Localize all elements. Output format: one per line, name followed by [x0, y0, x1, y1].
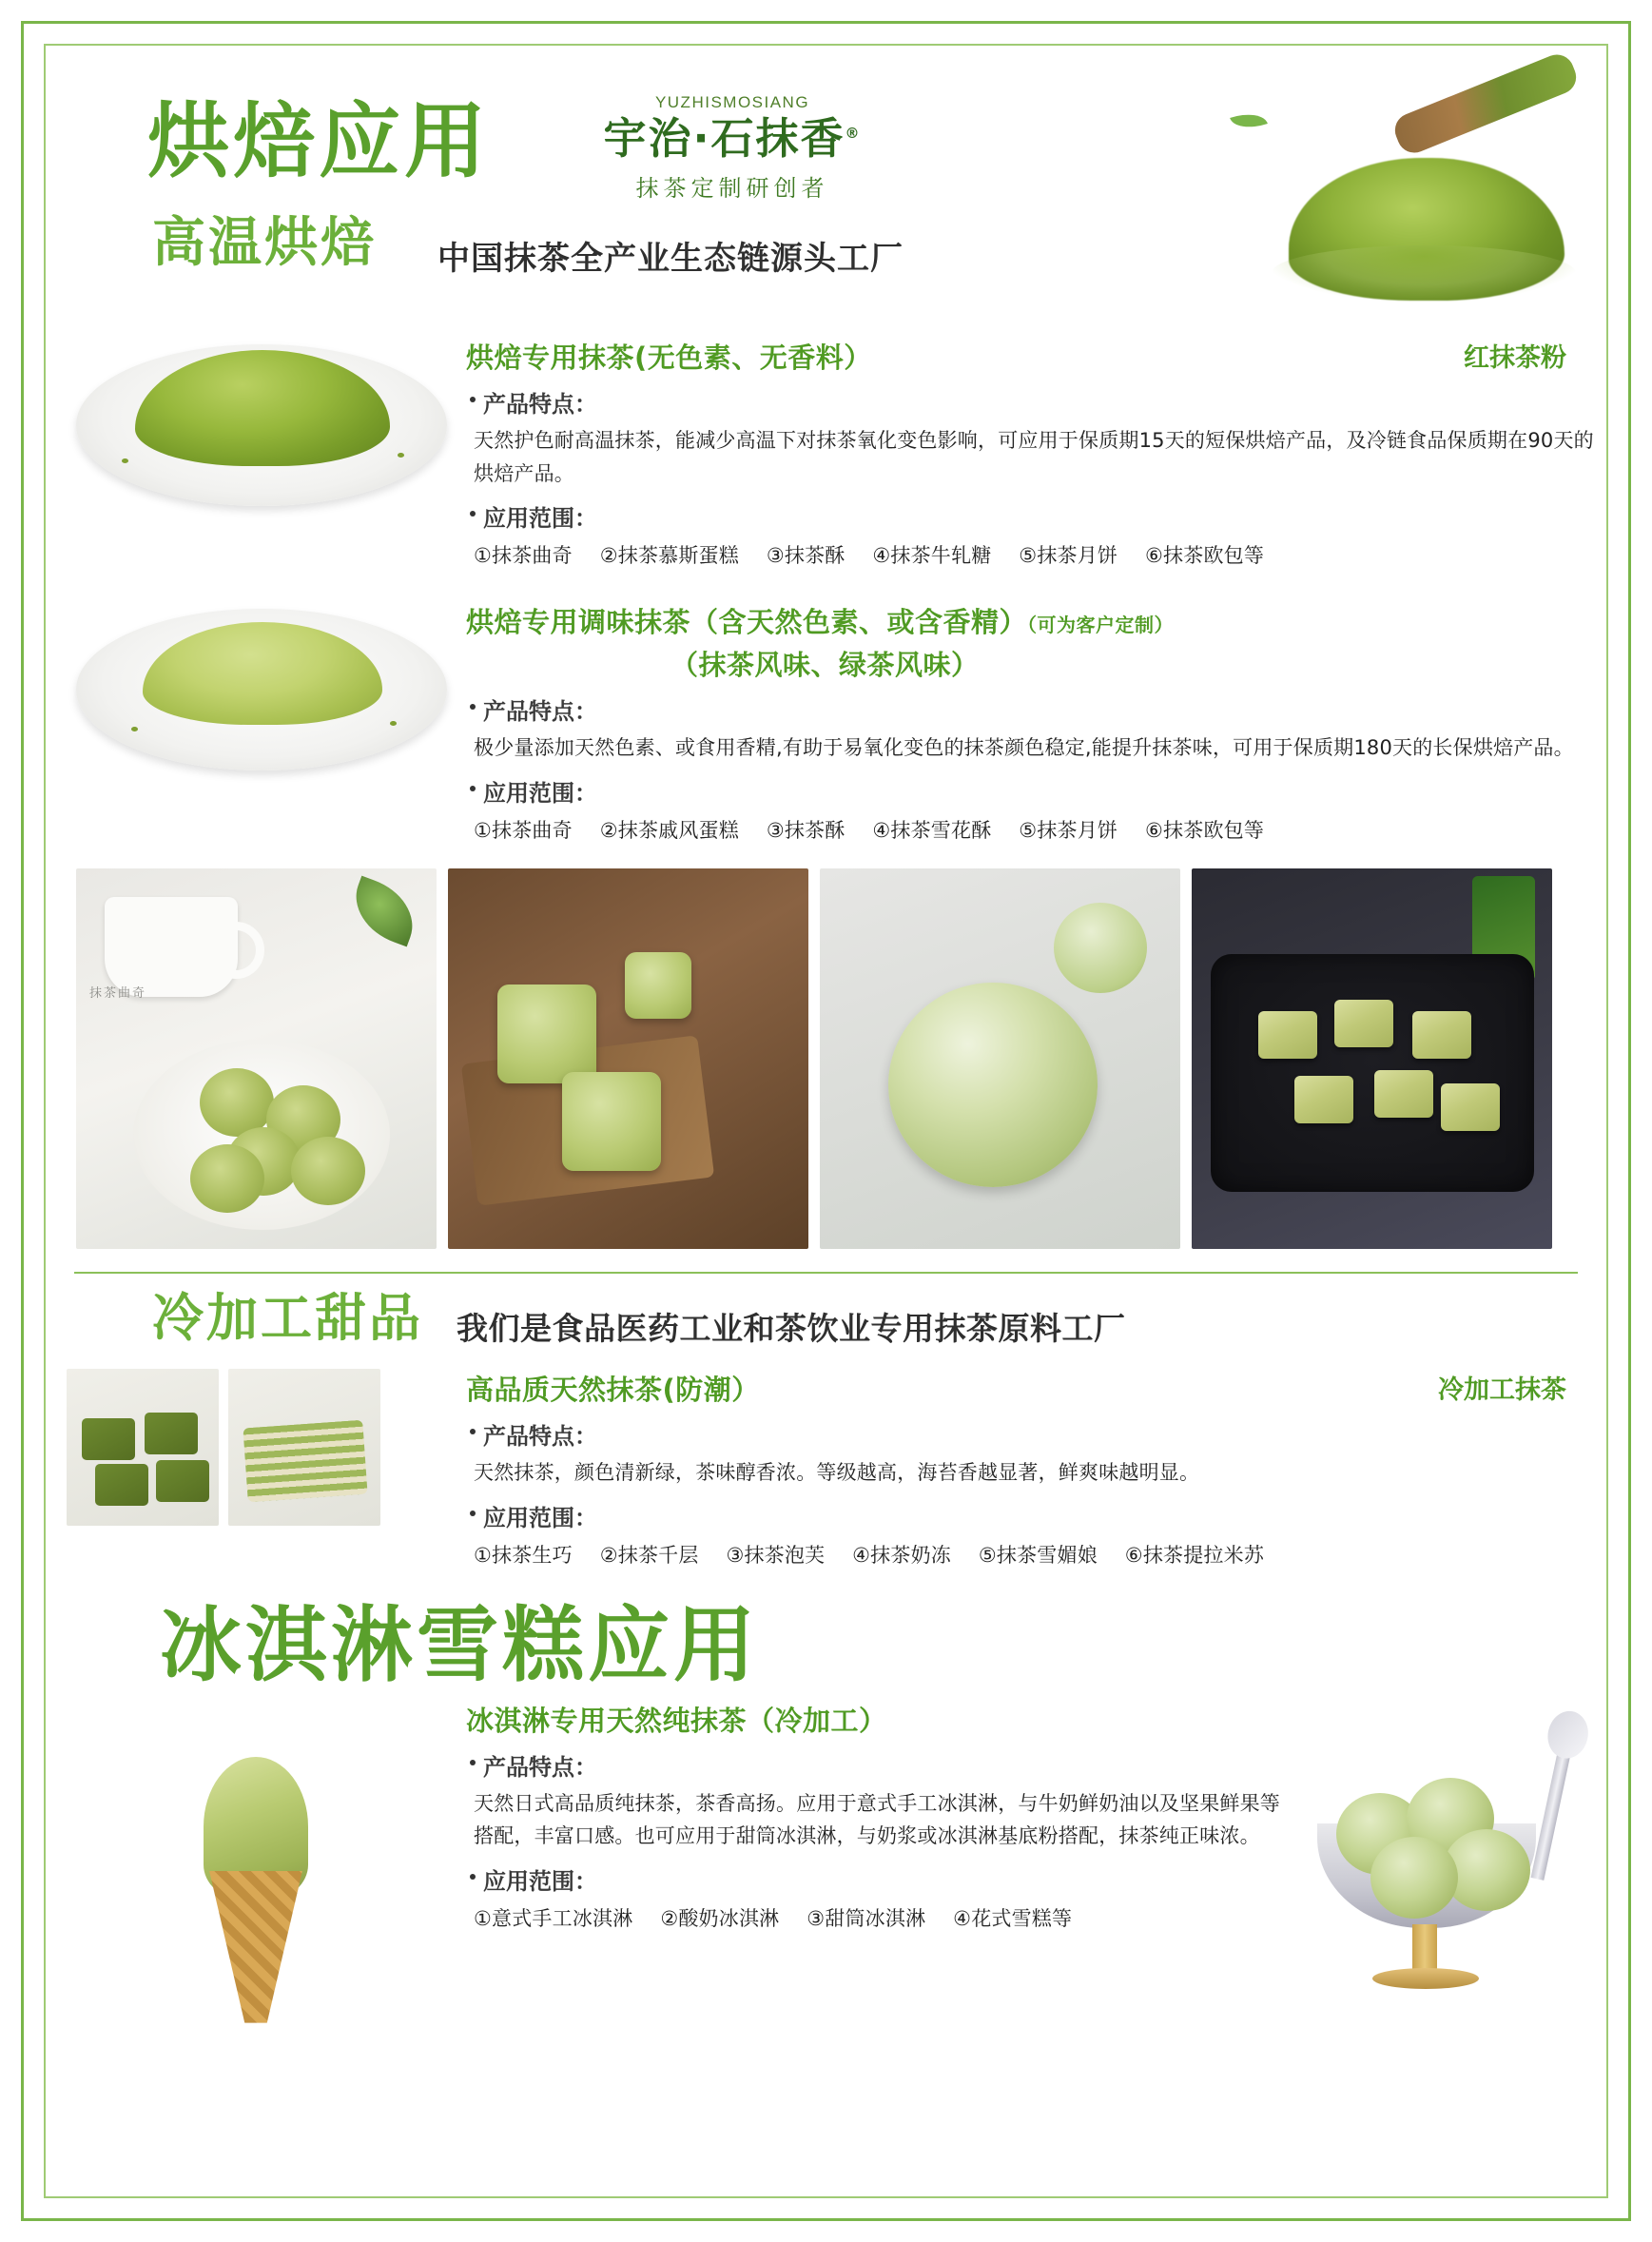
- list-item: ③甜筒冰淇淋: [807, 1906, 926, 1930]
- registered-mark: ®: [845, 125, 862, 142]
- list-item: ③抹茶酥: [766, 544, 845, 568]
- product-block-3: [57, 1369, 1595, 1569]
- cookie-shape: [291, 1137, 365, 1205]
- brand-slogan: 抹茶定制研创者: [635, 175, 829, 203]
- product-1-features-label: 产品特点：: [466, 385, 1595, 419]
- leaf-icon: [344, 876, 424, 947]
- matcha-powder-heap-photo: [1272, 84, 1585, 312]
- matcha-soft-serve-cone-photo: [171, 1757, 342, 2033]
- matcha-nougat-photo: [1192, 868, 1552, 1249]
- list-item: ②抹茶千层: [599, 1543, 699, 1567]
- list-item: ④抹茶奶冻: [852, 1543, 951, 1567]
- list-item: ⑤抹茶月饼: [1019, 544, 1118, 568]
- product-3-features-label: 产品特点：: [466, 1417, 1595, 1451]
- product-3-body: [466, 1369, 1595, 1569]
- matcha-raw-chocolate-photo: [67, 1369, 219, 1526]
- list-item: ④花式雪糕等: [953, 1906, 1073, 1930]
- product-3-head: [466, 1369, 1595, 1408]
- nougat-piece: [1294, 1076, 1353, 1123]
- section-2-tagline: 我们是食品医药工业和茶饮业专用抹茶原料工厂: [457, 1309, 1126, 1347]
- powder-crumb: [398, 453, 404, 458]
- cookie-shape: [190, 1144, 264, 1213]
- list-item: ①意式手工冰淇淋: [474, 1906, 633, 1930]
- product-3-applications-label: 应用范围：: [466, 1499, 1595, 1532]
- list-item: ⑥抹茶欧包等: [1145, 818, 1265, 842]
- list-item: ⑥抹茶欧包等: [1145, 544, 1265, 568]
- product-3-features-text: 天然抹茶，颜色清新绿，茶味醇香浓。等级越高，海苔香越显著，鲜爽味越明显。: [474, 1460, 1200, 1484]
- product-1-head: [466, 337, 1595, 376]
- header-tagline: 中国抹茶全产业生态链源头工厂: [437, 240, 904, 278]
- list-item: ③抹茶泡芙: [726, 1543, 826, 1567]
- nougat-piece: [1258, 1011, 1317, 1059]
- product-2-name-main: 烘焙专用调味抹茶（含天然色素、或含香精）: [466, 606, 1028, 639]
- matcha-cookies-photo: [76, 868, 437, 1249]
- chocolate-block: [145, 1413, 198, 1454]
- list-item: ①抹茶曲奇: [474, 544, 573, 568]
- glass-stem-shape: [1412, 1924, 1437, 1972]
- matcha-powder-plate-light: [76, 601, 447, 777]
- product-2-head: [466, 601, 1595, 640]
- product-2-features-text: 极少量添加天然色素、或食用香精,有助于易氧化变色的抹茶颜色稳定,能提升抹茶味，可用于保质期180天的长保烘焙产品。: [474, 736, 1574, 760]
- product-gallery: [76, 868, 1595, 1249]
- mooncake-shape: [497, 985, 596, 1083]
- matcha-snowy-ball-photo: [820, 868, 1180, 1249]
- list-item: ④抹茶牛轧糖: [872, 544, 992, 568]
- product-1-features-text: 天然护色耐高温抹茶，能减少高温下对抹茶氧化变色影响，可应用于保质期15天的短保烘焙产品，及冷链食品保质期在90天的烘焙产品。: [474, 429, 1594, 485]
- product-1-badge: 红抹茶粉: [1464, 343, 1566, 373]
- nougat-piece: [1334, 1000, 1393, 1047]
- nougat-piece: [1374, 1070, 1433, 1118]
- brand-english: YUZHISMOSIANG: [654, 93, 810, 111]
- section-divider: [74, 1272, 1578, 1274]
- chocolate-block: [156, 1460, 209, 1502]
- product-4-name: 冰淇淋专用天然纯抹茶（冷加工）: [466, 1704, 887, 1737]
- leaf-icon: [1230, 107, 1268, 134]
- product-block-1: [57, 337, 1595, 569]
- header-subtitle: 高温烘焙: [152, 212, 377, 274]
- product-1-applications-label: 应用范围：: [466, 499, 1595, 533]
- waffle-cone-shape: [209, 1871, 302, 2023]
- matcha-mille-crepe-photo: [228, 1369, 380, 1526]
- spoon-shape: [1531, 1738, 1574, 1881]
- header: [57, 55, 1595, 331]
- snowy-ball-shape: [888, 983, 1098, 1187]
- list-item: ⑤抹茶月饼: [1019, 818, 1118, 842]
- section-2-header: [57, 1287, 1595, 1361]
- brand-chinese-text: 宇治·石抹香: [603, 113, 845, 164]
- list-item: ②抹茶慕斯蛋糕: [599, 544, 739, 568]
- poster-content: [57, 55, 1595, 2187]
- product-1-applications-list: [474, 540, 1595, 569]
- list-item: ⑥抹茶提拉米苏: [1124, 1543, 1265, 1567]
- list-item: ①抹茶曲奇: [474, 818, 573, 842]
- nougat-piece: [1441, 1083, 1500, 1131]
- section-2-title: 冷加工甜品: [152, 1287, 423, 1348]
- product-1-name: 烘焙专用抹茶(无色素、无香料）: [466, 341, 872, 374]
- brand-chinese: [603, 112, 861, 166]
- list-item: ④抹茶雪花酥: [872, 818, 992, 842]
- mooncake-shape: [625, 952, 691, 1019]
- matcha-ice-cream-sundae-photo: [1291, 1738, 1576, 2004]
- product-2-body: [466, 601, 1595, 844]
- powder-crumb: [122, 458, 128, 463]
- product-block-2: [57, 601, 1595, 844]
- product-4-features-label: 产品特点：: [466, 1748, 1281, 1782]
- glass-base-shape: [1372, 1968, 1479, 1989]
- list-item: ③抹茶酥: [766, 818, 845, 842]
- chocolate-block: [95, 1464, 148, 1506]
- nougat-piece: [1412, 1011, 1471, 1059]
- product-3-badge: 冷加工抹茶: [1438, 1374, 1566, 1405]
- product-3-photos: [67, 1369, 380, 1526]
- product-1-photo: [76, 337, 447, 513]
- mooncake-shape: [562, 1072, 661, 1171]
- small-ball-shape: [1054, 903, 1147, 993]
- product-4-applications-list: [474, 1903, 1281, 1932]
- mille-crepe-shape: [243, 1420, 367, 1503]
- product-3-applications-list: [474, 1540, 1595, 1569]
- matcha-powder-plate-dark: [76, 337, 447, 513]
- product-2-name-suffix: （可为客户定制）: [1027, 614, 1175, 637]
- product-3-name: 高品质天然抹茶(防潮）: [466, 1373, 760, 1406]
- product-2-photo: [76, 601, 447, 777]
- list-item: ⑤抹茶雪媚娘: [978, 1543, 1098, 1567]
- matcha-mooncake-photo: [448, 868, 808, 1249]
- list-item: ①抹茶生巧: [474, 1543, 573, 1567]
- page-title: 烘焙应用: [147, 94, 490, 189]
- product-4-applications-label: 应用范围：: [466, 1862, 1281, 1896]
- product-1-body: [466, 337, 1595, 569]
- gallery-caption-1: 抹茶曲奇: [89, 985, 147, 1001]
- list-item: ②酸奶冰淇淋: [660, 1906, 780, 1930]
- chocolate-block: [82, 1418, 135, 1460]
- product-2-applications-label: 应用范围：: [466, 774, 1595, 808]
- product-2-features-label: 产品特点：: [466, 692, 1595, 726]
- brand-logo: [575, 93, 889, 203]
- section-3-title: 冰淇淋雪糕应用: [160, 1597, 759, 1693]
- product-2-name: [466, 601, 1174, 640]
- bamboo-scoop-shape: [1390, 49, 1581, 158]
- product-2-name-line2: （抹茶风味、绿茶风味）: [671, 649, 980, 682]
- product-4-body: [466, 1700, 1281, 1932]
- ice-cream-scoop: [1370, 1837, 1458, 1919]
- section-3-body: [57, 1700, 1595, 2004]
- list-item: ②抹茶戚风蛋糕: [599, 818, 739, 842]
- product-4-features-text: 天然日式高品质纯抹茶，茶香高扬。应用于意式手工冰淇淋，与牛奶鲜奶油以及坚果鲜果等搭配，丰富口感。也可应用于甜筒冰淇淋，与奶浆或冰淇淋基底粉搭配，抹茶纯正味浓。: [474, 1791, 1280, 1848]
- black-tray-shape: [1211, 954, 1534, 1192]
- powder-dust-shape: [1272, 245, 1576, 301]
- product-2-applications-list: [474, 815, 1595, 844]
